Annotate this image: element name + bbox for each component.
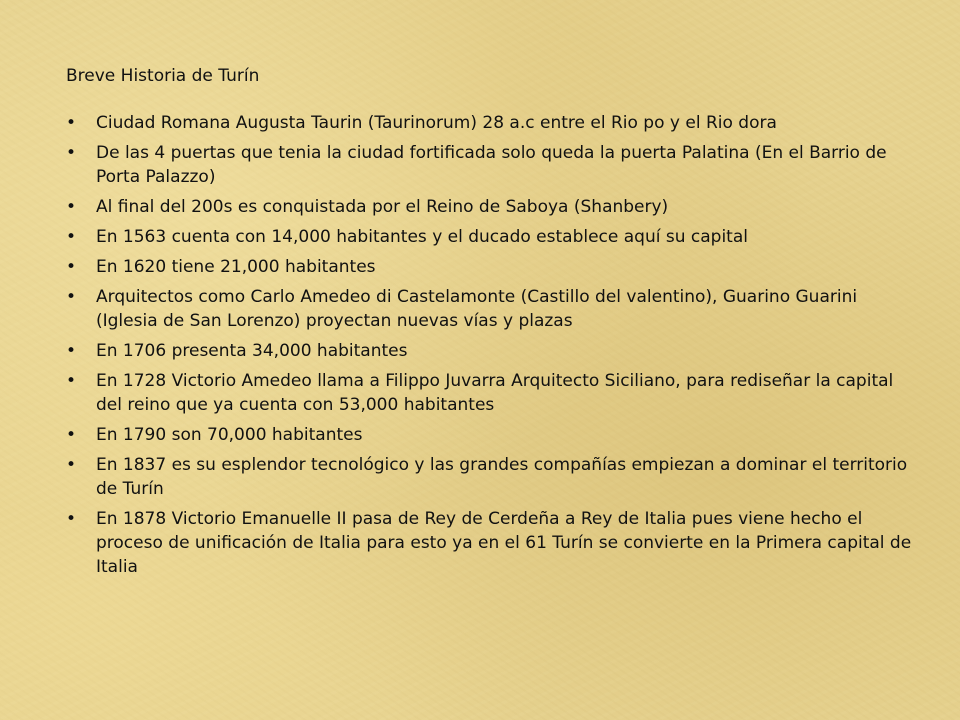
bullet-glyph: • [66,257,77,277]
bullet-text: En 1837 es su esplendor tecnológico y las grandes compañías empiezan a dominar el territorio de Turín [96,455,908,499]
bullet-text: En 1878 Victorio Emanuelle II pasa de Rey de Cerdeña a Rey de Italia pues viene hecho el proceso de unificación de Italia para esto ya en el 61 Turín se convierte en la Primera capital de Italia [96,509,912,577]
bullet-item [66,195,916,219]
bullet-item [66,507,916,579]
bullet-text: En 1728 Victorio Amedeo llama a Filippo Juvarra Arquitecto Siciliano, para rediseñar la capital del reino que ya cuenta con 53,000 habitantes [96,371,894,415]
bullet-text: Al final del 200s es conquistada por el Reino de Saboya (Shanbery) [96,197,669,217]
bullet-glyph: • [66,341,77,361]
bullet-text: Arquitectos como Carlo Amedeo di Castelamonte (Castillo del valentino), Guarino Guarini (Iglesia de San Lorenzo) proyectan nuevas vías y plazas [96,287,858,331]
bullet-item [66,141,916,189]
bullet-item [66,339,916,363]
slide-content [66,64,916,585]
bullet-text: En 1620 tiene 21,000 habitantes [96,257,376,277]
bullet-glyph: • [66,455,77,475]
bullet-list [66,111,916,579]
bullet-text: En 1790 son 70,000 habitantes [96,425,363,445]
bullet-glyph: • [66,509,77,529]
bullet-glyph: • [66,425,77,445]
bullet-glyph: • [66,113,77,133]
bullet-item [66,453,916,501]
bullet-glyph: • [66,371,77,391]
bullet-item [66,225,916,249]
bullet-glyph: • [66,227,77,247]
bullet-text: En 1706 presenta 34,000 habitantes [96,341,408,361]
bullet-item [66,423,916,447]
bullet-item [66,111,916,135]
bullet-text: De las 4 puertas que tenia la ciudad fortificada solo queda la puerta Palatina (En el Barrio de Porta Palazzo) [96,143,887,187]
bullet-text: En 1563 cuenta con 14,000 habitantes y el ducado establece aquí su capital [96,227,748,247]
bullet-glyph: • [66,197,77,217]
bullet-item [66,255,916,279]
slide-title: Breve Historia de Turín [66,66,260,86]
bullet-text: Ciudad Romana Augusta Taurin (Taurinorum) 28 a.c entre el Rio po y el Rio dora [96,113,777,133]
bullet-glyph: • [66,287,77,307]
bullet-item [66,369,916,417]
bullet-glyph: • [66,143,77,163]
bullet-item [66,285,916,333]
